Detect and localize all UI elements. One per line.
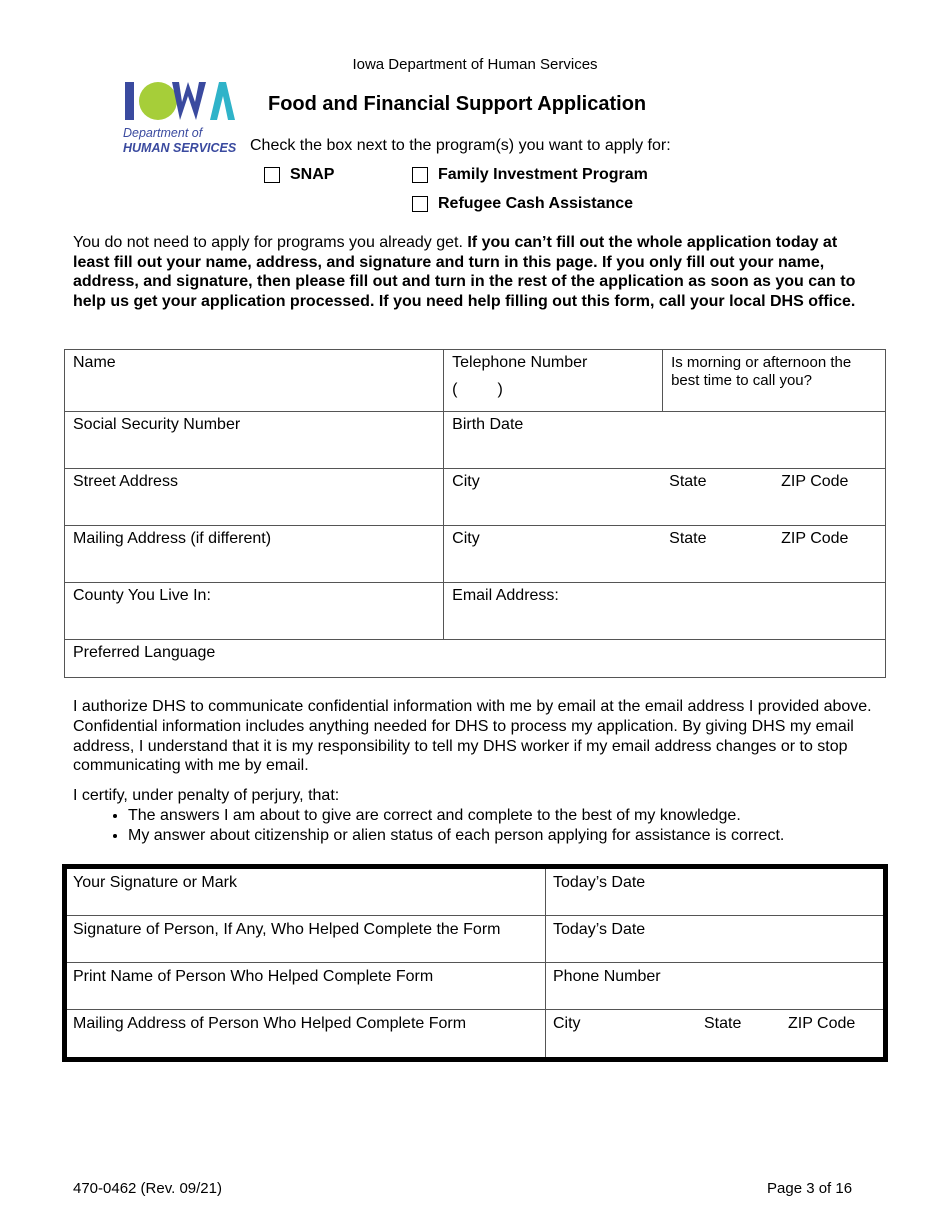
- applicant-info-table: [64, 349, 886, 678]
- email-label: Email Address:: [452, 587, 559, 604]
- phone-label: Telephone Number: [452, 354, 588, 371]
- program-rca[interactable]: [412, 195, 633, 213]
- certify-item: • My answer about citizenship or alien status of each person applying for assistance is correct.: [128, 826, 878, 846]
- certify-list: [73, 806, 878, 846]
- preferred-language-field[interactable]: [65, 640, 886, 678]
- helper-signature-row[interactable]: [67, 916, 883, 963]
- form-title: Food and Financial Support Application: [268, 93, 647, 115]
- street-address-field[interactable]: [65, 469, 444, 526]
- snap-label: SNAP: [290, 166, 335, 183]
- mailing-city-label: City: [452, 530, 480, 547]
- intro-paragraph: [73, 233, 878, 311]
- certification-section: [73, 786, 878, 846]
- phone-area-code: ( ): [452, 381, 503, 398]
- mailing-state-label: State: [669, 530, 707, 547]
- dhs-logo: [122, 74, 242, 158]
- certify-lead: I certify, under penalty of perjury, that:: [73, 787, 340, 804]
- program-instruction: Check the box next to the program(s) you want to apply for:: [250, 137, 671, 154]
- mailing-city-state-zip-field[interactable]: [444, 526, 886, 583]
- zip-label: ZIP Code: [781, 473, 849, 490]
- mailing-zip-label: ZIP Code: [781, 530, 849, 547]
- intro-plain: You do not need to apply for programs you already get.: [73, 234, 468, 251]
- fip-label: Family Investment Program: [438, 166, 648, 183]
- signature-row[interactable]: [67, 869, 883, 916]
- todays-date-label: Today’s Date: [553, 874, 646, 891]
- form-number: 470-0462 (Rev. 09/21): [73, 1180, 222, 1197]
- fip-checkbox[interactable]: [412, 167, 428, 183]
- birth-date-label: Birth Date: [452, 416, 524, 433]
- helper-phone-label: Phone Number: [553, 968, 661, 985]
- signature-label: Your Signature or Mark: [73, 874, 237, 891]
- iowa-logo-icon: [122, 74, 242, 158]
- helper-state-label: State: [704, 1015, 742, 1032]
- city-label: City: [452, 473, 480, 490]
- mailing-label: Mailing Address (if different): [73, 530, 272, 547]
- helper-city-label: City: [553, 1015, 581, 1032]
- intro-bold: If you can’t fill out the whole application today at least fill out your name, address, and signature and turn in this page. If you only fill out your name, address, and signature, then please fill out and turn in the rest of the application as soon as you can to help us get your application processed. If you need help filling out this form, call your local DHS office.: [73, 234, 856, 310]
- email-authorization-text: I authorize DHS to communicate confidential information with me by email at the email address I provided above. Confidential information includes anything needed for DHS to process my application. By giving DHS my email address, I understand that it is my responsibility to tell my DHS worker if my email address changes or to stop communicating with me by email.: [73, 698, 872, 775]
- county-field[interactable]: [65, 583, 444, 640]
- best-time-field[interactable]: [663, 350, 886, 412]
- rca-label: Refugee Cash Assistance: [438, 195, 634, 212]
- county-label: County You Live In:: [73, 587, 211, 604]
- helper-date-label: Today’s Date: [553, 921, 646, 938]
- helper-name-label: Print Name of Person Who Helped Complete Form: [73, 968, 434, 985]
- best-time-label: Is morning or afternoon the best time to call you?: [671, 354, 852, 389]
- ssn-field[interactable]: [65, 412, 444, 469]
- agency-name: Iowa Department of Human Services: [352, 56, 598, 73]
- language-label: Preferred Language: [73, 644, 216, 661]
- helper-zip-label: ZIP Code: [788, 1015, 856, 1032]
- name-field[interactable]: [65, 350, 444, 412]
- city-state-zip-field[interactable]: [444, 469, 886, 526]
- ssn-label: Social Security Number: [73, 416, 241, 433]
- rca-checkbox[interactable]: [412, 196, 428, 212]
- state-label: State: [669, 473, 707, 490]
- helper-signature-label: Signature of Person, If Any, Who Helped Complete the Form: [73, 921, 501, 938]
- signature-table: [62, 864, 888, 1062]
- program-fip[interactable]: [412, 166, 648, 184]
- street-label: Street Address: [73, 473, 178, 490]
- birth-date-field[interactable]: [444, 412, 886, 469]
- logo-line2: HUMAN SERVICES: [123, 141, 237, 155]
- phone-field[interactable]: [444, 350, 663, 412]
- email-field[interactable]: [444, 583, 886, 640]
- mailing-address-field[interactable]: [65, 526, 444, 583]
- snap-checkbox[interactable]: [264, 167, 280, 183]
- helper-name-row[interactable]: [67, 963, 883, 1010]
- name-label: Name: [73, 354, 116, 371]
- helper-address-label: Mailing Address of Person Who Helped Complete Form: [73, 1015, 467, 1032]
- helper-address-row[interactable]: [67, 1010, 883, 1057]
- logo-line1: Department of: [123, 126, 203, 140]
- page-number: Page 3 of 16: [767, 1180, 853, 1197]
- program-snap[interactable]: [264, 166, 334, 184]
- certify-item: • The answers I am about to give are correct and complete to the best of my knowledge.: [128, 806, 878, 826]
